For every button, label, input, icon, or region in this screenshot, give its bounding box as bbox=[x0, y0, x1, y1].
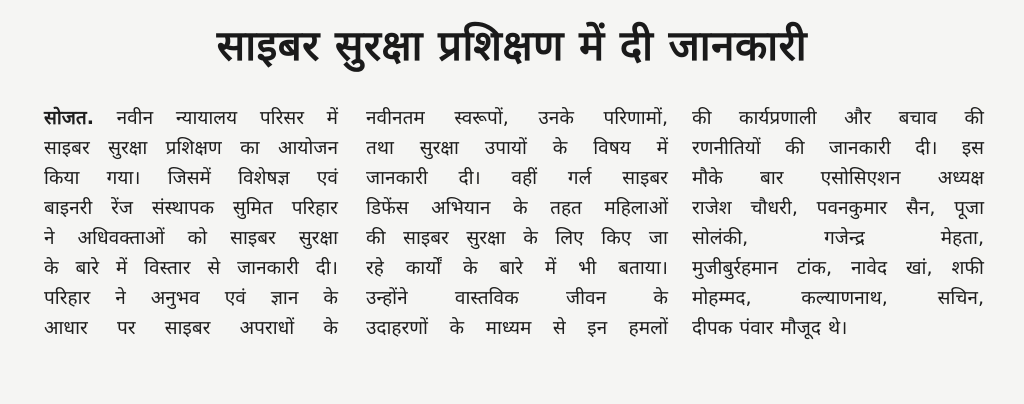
article-word: साइबर bbox=[403, 227, 449, 249]
article-word: ने bbox=[115, 287, 126, 309]
article-word: तहत bbox=[550, 197, 582, 219]
article-word: तथा bbox=[366, 137, 394, 159]
article-word: नवीन bbox=[116, 107, 154, 129]
article-word: विशेषज्ञ bbox=[238, 167, 290, 189]
article-line bbox=[692, 193, 984, 223]
article-word: जिसमें bbox=[167, 167, 211, 189]
article-word: आयोजन bbox=[277, 137, 338, 159]
article-word: रहे bbox=[366, 257, 384, 279]
article-word: पवनकुमार bbox=[816, 197, 888, 219]
article-word: की bbox=[692, 107, 712, 129]
article-word: मौके bbox=[692, 167, 723, 189]
article-line bbox=[44, 163, 338, 193]
article-word: बारे bbox=[499, 257, 524, 279]
article-word: बार bbox=[759, 167, 784, 189]
article-word: उपायों bbox=[484, 137, 527, 159]
article-word: के bbox=[552, 137, 568, 159]
article-word: दीपक bbox=[692, 317, 733, 339]
article-word: कल्याणनाथ, bbox=[801, 287, 888, 309]
article-word: पंवार bbox=[739, 317, 774, 339]
article-word: मौजूद bbox=[780, 317, 821, 339]
article-line bbox=[44, 193, 338, 223]
article-line bbox=[44, 313, 338, 343]
article-word: हमलों bbox=[628, 317, 668, 339]
article-line bbox=[692, 223, 984, 253]
article-word: कार्यप्रणाली bbox=[738, 107, 817, 129]
article-word: जानकारी bbox=[829, 137, 891, 159]
article-line bbox=[692, 133, 984, 163]
article-line bbox=[366, 253, 668, 283]
article-word: और bbox=[844, 107, 872, 129]
article-word: की bbox=[366, 227, 386, 249]
article-line bbox=[692, 313, 984, 343]
article-word: दी। bbox=[315, 257, 338, 279]
article-word: की bbox=[964, 107, 984, 129]
article-word: महिलाओं bbox=[604, 197, 668, 219]
article-word: संस्थापक bbox=[151, 197, 215, 219]
article-word: भी bbox=[578, 257, 597, 279]
article-word: सोलंकी, bbox=[692, 227, 749, 249]
article-column-2 bbox=[366, 103, 668, 343]
article-word: के bbox=[512, 197, 528, 219]
article-word: परिहार bbox=[291, 197, 338, 219]
article-word: के bbox=[449, 317, 465, 339]
article-word: बारे bbox=[75, 257, 99, 279]
article-word: में bbox=[656, 137, 668, 159]
article-word: जानकारी bbox=[366, 167, 428, 189]
article-word: जानकारी bbox=[237, 257, 299, 279]
article-line bbox=[366, 223, 668, 253]
article-word: चौधरी, bbox=[750, 197, 798, 219]
article-word: में bbox=[326, 107, 338, 129]
article-line bbox=[692, 253, 984, 283]
article-line bbox=[366, 103, 668, 133]
article-word: रणनीतियों bbox=[692, 137, 761, 159]
article-word: परिसर bbox=[259, 107, 304, 129]
article-line bbox=[44, 253, 338, 283]
article-word: दी। bbox=[915, 137, 938, 159]
article-word: परिणामों, bbox=[603, 107, 668, 129]
article-word: राजेश bbox=[692, 197, 732, 219]
article-word: किए bbox=[601, 227, 632, 249]
article-word: उन्होंने bbox=[366, 287, 408, 309]
article-word: में bbox=[544, 257, 557, 279]
article-line bbox=[692, 103, 984, 133]
article-word: बताया। bbox=[618, 257, 668, 279]
article-word: अधिवक्ताओं bbox=[77, 227, 165, 249]
article-line bbox=[366, 193, 668, 223]
article-word: वास्तविक bbox=[454, 287, 519, 309]
article-line bbox=[366, 313, 668, 343]
article-word: नवीनतम bbox=[366, 107, 425, 129]
article-word: के bbox=[323, 287, 338, 309]
article-word: अध्यक्ष bbox=[937, 167, 984, 189]
article-word: स्वरूपों, bbox=[454, 107, 509, 129]
article-word: साइबर bbox=[230, 227, 276, 249]
article-word: ने bbox=[44, 227, 55, 249]
article-word: एवं bbox=[224, 287, 246, 309]
article-word: जीवन bbox=[565, 287, 607, 309]
article-word: के bbox=[523, 227, 538, 249]
article-word: मोहम्मद, bbox=[692, 287, 752, 309]
article-word: शफी bbox=[951, 257, 984, 279]
article-word: सुमित bbox=[232, 197, 273, 219]
article-word: बचाव bbox=[898, 107, 938, 129]
article-word: के bbox=[44, 257, 59, 279]
article-word: सुरक्षा bbox=[466, 227, 506, 249]
article-word: डिफेंस bbox=[366, 197, 409, 219]
article-word: से bbox=[552, 317, 566, 339]
article-word: का bbox=[240, 137, 260, 159]
article-word: सुरक्षा bbox=[419, 137, 459, 159]
article-word: प्रशिक्षण bbox=[165, 137, 222, 159]
article-word: वहीं bbox=[511, 167, 538, 189]
article-word: सचिन, bbox=[937, 287, 984, 309]
article-line bbox=[44, 223, 338, 253]
article-word: विस्तार bbox=[144, 257, 191, 279]
article-word: दी। bbox=[458, 167, 481, 189]
article-word: नावेद bbox=[850, 257, 888, 279]
article-line bbox=[692, 283, 984, 313]
article-headline: साइबर सुरक्षा प्रशिक्षण में दी जानकारी bbox=[216, 21, 808, 70]
article-column-1 bbox=[44, 103, 338, 343]
article-word: न्यायालय bbox=[175, 107, 238, 129]
article-word: उदाहरणों bbox=[366, 317, 428, 339]
article-line bbox=[692, 163, 984, 193]
article-word: किया bbox=[44, 167, 80, 189]
article-word: एवं bbox=[316, 167, 338, 189]
article-word: लिए bbox=[555, 227, 584, 249]
article-word: सुरक्षा bbox=[108, 137, 148, 159]
article-word: साइबर bbox=[164, 317, 211, 339]
article-word: की bbox=[785, 137, 805, 159]
article-word: इन bbox=[587, 317, 608, 339]
article-word: अपराधों bbox=[239, 317, 295, 339]
article-column-3 bbox=[692, 103, 984, 343]
article-word: उनके bbox=[538, 107, 574, 129]
article-word: सुरक्षा bbox=[298, 227, 338, 249]
article-word: रेंज bbox=[111, 197, 134, 219]
article-word: अनुभव bbox=[150, 287, 200, 309]
article-word: खां, bbox=[906, 257, 933, 279]
article-dateline: सोजत. bbox=[44, 107, 94, 129]
article-word: सैन, bbox=[905, 197, 936, 219]
article-word: के bbox=[323, 317, 338, 339]
article-word: जा bbox=[648, 227, 668, 249]
article-word: माध्यम bbox=[485, 317, 532, 339]
article-word: मेहता, bbox=[940, 227, 984, 249]
article-word: साइबर bbox=[622, 167, 668, 189]
article-word: परिहार bbox=[44, 287, 91, 309]
article-word: मुजीबुर्रहमान bbox=[692, 257, 778, 279]
article-word: से bbox=[207, 257, 221, 279]
article-word: कार्यों bbox=[405, 257, 442, 279]
article-word: अभियान bbox=[431, 197, 491, 219]
article-word: गजेन्द्र bbox=[824, 227, 865, 249]
article-word: थे। bbox=[827, 317, 848, 339]
article-line bbox=[44, 283, 338, 313]
article-word: टांक, bbox=[796, 257, 832, 279]
article-word: में bbox=[115, 257, 128, 279]
article-word: गर्ल bbox=[567, 167, 592, 189]
article-word: विषय bbox=[593, 137, 631, 159]
article-word: के bbox=[653, 287, 668, 309]
article-word: साइबर bbox=[44, 137, 90, 159]
article-line bbox=[366, 283, 668, 313]
article-line bbox=[366, 133, 668, 163]
article-line bbox=[366, 163, 668, 193]
article-word: ज्ञान bbox=[270, 287, 299, 309]
article-word: पर bbox=[116, 317, 136, 339]
article-line bbox=[44, 103, 338, 133]
article-line bbox=[44, 133, 338, 163]
article-word: गया। bbox=[106, 167, 141, 189]
article-word: आधार bbox=[44, 317, 88, 339]
article-word: एसोसिएशन bbox=[820, 167, 901, 189]
article-word: को bbox=[187, 227, 208, 249]
article-word: इस bbox=[961, 137, 984, 159]
article-word: पूजा bbox=[954, 197, 984, 219]
article-word: के bbox=[463, 257, 478, 279]
article-word: बाइनरी bbox=[44, 197, 93, 219]
